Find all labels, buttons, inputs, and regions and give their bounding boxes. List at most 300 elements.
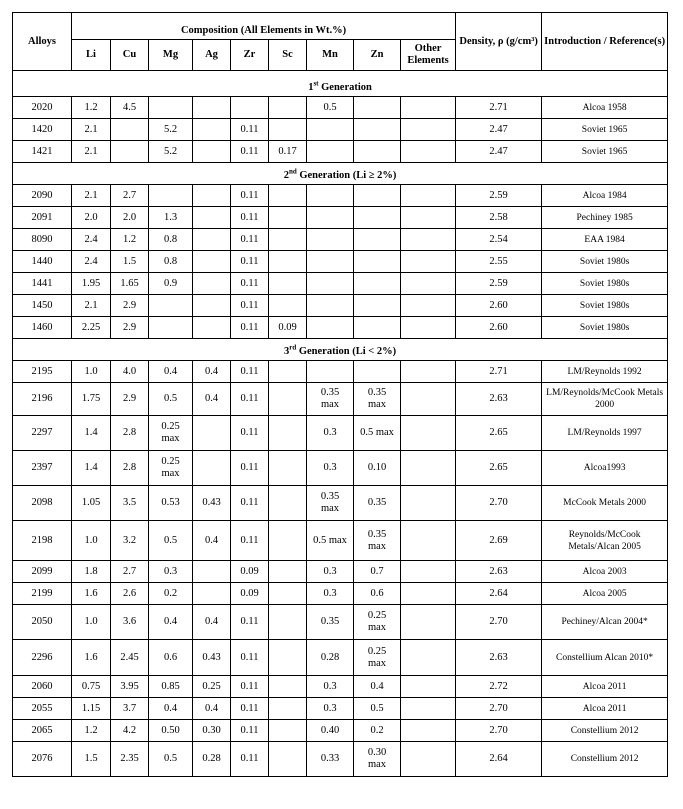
composition-cell: 4.5	[111, 97, 149, 119]
composition-cell: 0.11	[231, 119, 269, 141]
composition-cell: 0.4	[193, 521, 231, 561]
composition-cell: 0.09	[231, 583, 269, 605]
composition-cell: 2.35	[111, 742, 149, 777]
alloy-cell: 8090	[13, 229, 72, 251]
alloy-cell: 2397	[13, 451, 72, 486]
composition-cell	[193, 185, 231, 207]
table-row	[13, 141, 668, 163]
alloy-cell: 2297	[13, 416, 72, 451]
composition-cell: 0.25 max	[354, 640, 401, 676]
table-header	[13, 13, 668, 71]
density-cell: 2.47	[456, 141, 542, 163]
table-row	[13, 383, 668, 416]
composition-cell: 0.09	[231, 561, 269, 583]
composition-cell	[401, 251, 456, 273]
composition-cell	[307, 185, 354, 207]
table-row	[13, 229, 668, 251]
element-header: Other Elements	[401, 40, 456, 71]
composition-cell	[401, 416, 456, 451]
composition-cell: 1.2	[111, 229, 149, 251]
composition-cell: 0.11	[231, 207, 269, 229]
table-row	[13, 317, 668, 339]
composition-cell: 1.2	[72, 720, 111, 742]
generation-title	[13, 71, 668, 97]
composition-cell: 2.8	[111, 451, 149, 486]
reference-cell: McCook Metals 2000	[542, 486, 668, 521]
composition-cell: 0.11	[231, 742, 269, 777]
composition-cell	[193, 416, 231, 451]
table-row	[13, 295, 668, 317]
table-row	[13, 742, 668, 777]
composition-cell: 0.43	[193, 486, 231, 521]
composition-cell	[307, 295, 354, 317]
composition-cell: 1.75	[72, 383, 111, 416]
reference-cell: Alcoa1993	[542, 451, 668, 486]
composition-cell: 1.3	[149, 207, 193, 229]
composition-cell: 0.4	[149, 605, 193, 640]
composition-cell: 1.6	[72, 640, 111, 676]
composition-cell: 0.35	[354, 486, 401, 521]
composition-cell: 0.40	[307, 720, 354, 742]
composition-cell: 1.0	[72, 521, 111, 561]
element-header: Li	[72, 40, 111, 71]
composition-cell	[401, 521, 456, 561]
reference-cell: Soviet 1965	[542, 141, 668, 163]
composition-cell: 0.35 max	[307, 486, 354, 521]
composition-cell	[307, 207, 354, 229]
composition-cell	[193, 251, 231, 273]
generation-label: Generation (Li ≥ 2%)	[296, 170, 397, 181]
composition-cell	[401, 486, 456, 521]
composition-cell: 2.9	[111, 317, 149, 339]
alloy-cell: 2296	[13, 640, 72, 676]
composition-cell	[401, 676, 456, 698]
composition-cell: 3.95	[111, 676, 149, 698]
composition-cell: 0.5	[354, 698, 401, 720]
composition-cell: 1.0	[72, 361, 111, 383]
element-header: Mn	[307, 40, 354, 71]
composition-cell	[307, 229, 354, 251]
composition-cell	[269, 486, 307, 521]
composition-cell	[193, 295, 231, 317]
reference-cell: Soviet 1980s	[542, 251, 668, 273]
composition-cell	[401, 361, 456, 383]
table-row	[13, 720, 668, 742]
composition-cell: 2.4	[72, 229, 111, 251]
generation-title	[13, 163, 668, 185]
reference-cell: Constellium Alcan 2010*	[542, 640, 668, 676]
table-row	[13, 273, 668, 295]
composition-cell: 0.30	[193, 720, 231, 742]
generation-row	[13, 339, 668, 361]
composition-cell: 2.9	[111, 295, 149, 317]
generation-ordinal: st	[313, 79, 319, 88]
composition-cell: 1.05	[72, 486, 111, 521]
alloys-header: Alloys	[13, 13, 72, 71]
reference-cell: Alcoa 2003	[542, 561, 668, 583]
alloy-cell: 1420	[13, 119, 72, 141]
table-row	[13, 207, 668, 229]
composition-cell	[354, 141, 401, 163]
composition-cell: 0.35 max	[354, 383, 401, 416]
composition-cell: 0.5	[149, 521, 193, 561]
composition-cell	[193, 451, 231, 486]
composition-cell: 0.11	[231, 416, 269, 451]
composition-cell	[269, 583, 307, 605]
composition-cell	[269, 273, 307, 295]
composition-cell	[307, 273, 354, 295]
composition-cell: 0.11	[231, 317, 269, 339]
composition-cell	[307, 317, 354, 339]
reference-cell: Soviet 1980s	[542, 317, 668, 339]
element-header: Cu	[111, 40, 149, 71]
composition-cell: 0.11	[231, 720, 269, 742]
composition-cell: 2.1	[72, 295, 111, 317]
composition-cell	[269, 295, 307, 317]
alloy-cell: 2090	[13, 185, 72, 207]
alloy-cell: 2196	[13, 383, 72, 416]
density-cell: 2.59	[456, 185, 542, 207]
element-header: Ag	[193, 40, 231, 71]
generation-title	[13, 339, 668, 361]
composition-cell: 0.30 max	[354, 742, 401, 777]
composition-cell: 2.7	[111, 185, 149, 207]
composition-cell: 0.53	[149, 486, 193, 521]
reference-cell: Soviet 1965	[542, 119, 668, 141]
composition-cell: 1.8	[72, 561, 111, 583]
generation-row	[13, 163, 668, 185]
alloy-cell: 1450	[13, 295, 72, 317]
composition-cell	[401, 295, 456, 317]
composition-cell	[401, 605, 456, 640]
composition-cell	[193, 317, 231, 339]
composition-header: Composition (All Elements in Wt.%)	[72, 13, 456, 40]
composition-cell	[401, 273, 456, 295]
element-header: Zn	[354, 40, 401, 71]
composition-cell: 0.11	[231, 676, 269, 698]
composition-cell	[269, 742, 307, 777]
composition-cell: 0.11	[231, 451, 269, 486]
composition-cell: 0.25 max	[149, 451, 193, 486]
density-cell: 2.70	[456, 698, 542, 720]
composition-cell: 0.43	[193, 640, 231, 676]
composition-cell: 1.5	[72, 742, 111, 777]
density-cell: 2.70	[456, 486, 542, 521]
composition-cell: 4.0	[111, 361, 149, 383]
composition-cell: 2.0	[72, 207, 111, 229]
composition-cell	[354, 361, 401, 383]
density-cell: 2.71	[456, 97, 542, 119]
composition-cell	[269, 416, 307, 451]
composition-cell	[269, 207, 307, 229]
composition-cell	[401, 119, 456, 141]
composition-cell	[401, 141, 456, 163]
composition-cell: 0.35 max	[307, 383, 354, 416]
reference-cell: Alcoa 2011	[542, 698, 668, 720]
composition-cell	[354, 317, 401, 339]
generation-ordinal: nd	[288, 167, 297, 176]
composition-cell	[307, 361, 354, 383]
composition-cell	[401, 317, 456, 339]
composition-cell: 0.11	[231, 295, 269, 317]
composition-cell: 4.2	[111, 720, 149, 742]
table-row	[13, 561, 668, 583]
composition-cell: 0.6	[354, 583, 401, 605]
table-row	[13, 640, 668, 676]
composition-cell	[149, 185, 193, 207]
composition-cell	[354, 295, 401, 317]
composition-cell	[111, 141, 149, 163]
composition-cell: 0.5	[149, 383, 193, 416]
reference-cell: Pechiney/Alcan 2004*	[542, 605, 668, 640]
density-cell: 2.72	[456, 676, 542, 698]
element-header: Zr	[231, 40, 269, 71]
composition-cell: 0.3	[307, 561, 354, 583]
composition-cell	[401, 720, 456, 742]
composition-cell: 2.8	[111, 416, 149, 451]
density-cell: 2.69	[456, 521, 542, 561]
composition-cell: 2.7	[111, 561, 149, 583]
table-row	[13, 605, 668, 640]
composition-cell	[401, 97, 456, 119]
generation-number: 2	[283, 170, 289, 181]
composition-cell	[307, 251, 354, 273]
composition-cell	[193, 561, 231, 583]
composition-cell: 3.2	[111, 521, 149, 561]
composition-cell: 0.11	[231, 698, 269, 720]
composition-cell	[269, 229, 307, 251]
density-cell: 2.64	[456, 583, 542, 605]
composition-cell: 0.4	[354, 676, 401, 698]
composition-cell: 1.0	[72, 605, 111, 640]
composition-cell	[149, 97, 193, 119]
density-cell: 2.71	[456, 361, 542, 383]
composition-cell: 1.2	[72, 97, 111, 119]
reference-cell: LM/Reynolds 1997	[542, 416, 668, 451]
composition-cell	[193, 207, 231, 229]
reference-cell: Constellium 2012	[542, 742, 668, 777]
composition-cell: 0.35	[307, 605, 354, 640]
density-cell: 2.58	[456, 207, 542, 229]
composition-cell: 1.5	[111, 251, 149, 273]
composition-cell: 0.28	[193, 742, 231, 777]
element-header: Mg	[149, 40, 193, 71]
composition-cell: 5.2	[149, 119, 193, 141]
alloy-cell: 1440	[13, 251, 72, 273]
composition-cell	[269, 361, 307, 383]
density-cell: 2.59	[456, 273, 542, 295]
composition-cell	[354, 119, 401, 141]
composition-cell: 1.6	[72, 583, 111, 605]
alloy-cell: 2195	[13, 361, 72, 383]
composition-cell: 0.3	[149, 561, 193, 583]
composition-cell: 0.25 max	[149, 416, 193, 451]
composition-cell	[354, 207, 401, 229]
composition-cell: 0.11	[231, 383, 269, 416]
composition-cell: 0.5	[307, 97, 354, 119]
generation-ordinal: rd	[289, 343, 297, 352]
composition-cell: 0.3	[307, 698, 354, 720]
composition-cell: 0.8	[149, 251, 193, 273]
generation-number: 1	[308, 82, 314, 93]
density-label: Density, ρ (g/cm³)	[459, 35, 538, 47]
composition-cell	[149, 295, 193, 317]
composition-cell	[307, 141, 354, 163]
composition-cell: 1.65	[111, 273, 149, 295]
composition-cell: 0.2	[354, 720, 401, 742]
composition-cell	[269, 97, 307, 119]
composition-cell: 0.35 max	[354, 521, 401, 561]
density-cell: 2.54	[456, 229, 542, 251]
generation-label: Generation	[318, 82, 372, 93]
composition-cell	[401, 207, 456, 229]
composition-cell: 1.4	[72, 451, 111, 486]
composition-cell	[193, 583, 231, 605]
alloy-cell: 2050	[13, 605, 72, 640]
density-cell: 2.55	[456, 251, 542, 273]
table-row	[13, 251, 668, 273]
reference-cell: EAA 1984	[542, 229, 668, 251]
composition-cell: 0.75	[72, 676, 111, 698]
composition-cell	[354, 251, 401, 273]
composition-cell	[193, 273, 231, 295]
density-cell: 2.60	[456, 317, 542, 339]
composition-cell	[269, 185, 307, 207]
composition-cell: 2.9	[111, 383, 149, 416]
composition-cell: 0.10	[354, 451, 401, 486]
composition-cell: 0.11	[231, 486, 269, 521]
composition-cell	[149, 317, 193, 339]
reference-cell: LM/Reynolds 1992	[542, 361, 668, 383]
composition-cell	[111, 119, 149, 141]
composition-cell: 0.85	[149, 676, 193, 698]
composition-cell: 0.4	[193, 383, 231, 416]
composition-cell: 0.5 max	[307, 521, 354, 561]
composition-cell	[354, 97, 401, 119]
table-row	[13, 361, 668, 383]
composition-cell: 5.2	[149, 141, 193, 163]
composition-cell: 0.11	[231, 251, 269, 273]
reference-cell: Pechiney 1985	[542, 207, 668, 229]
reference-cell: Alcoa 1984	[542, 185, 668, 207]
composition-cell: 0.5	[149, 742, 193, 777]
composition-cell: 0.11	[231, 605, 269, 640]
composition-cell: 0.5 max	[354, 416, 401, 451]
reference-cell: Alcoa 2011	[542, 676, 668, 698]
composition-cell	[269, 640, 307, 676]
composition-cell	[193, 119, 231, 141]
composition-cell: 0.11	[231, 640, 269, 676]
alloy-cell: 2020	[13, 97, 72, 119]
composition-cell: 0.33	[307, 742, 354, 777]
alloy-cell: 2099	[13, 561, 72, 583]
alloy-cell: 2098	[13, 486, 72, 521]
composition-cell: 0.3	[307, 451, 354, 486]
density-cell: 2.70	[456, 720, 542, 742]
composition-cell	[401, 185, 456, 207]
composition-cell	[269, 521, 307, 561]
composition-cell: 2.25	[72, 317, 111, 339]
composition-cell: 0.4	[149, 698, 193, 720]
composition-cell: 0.09	[269, 317, 307, 339]
composition-cell: 0.3	[307, 416, 354, 451]
composition-cell	[401, 229, 456, 251]
composition-cell: 0.3	[307, 583, 354, 605]
density-cell: 2.60	[456, 295, 542, 317]
composition-cell: 0.25	[193, 676, 231, 698]
composition-cell: 1.95	[72, 273, 111, 295]
composition-cell	[269, 561, 307, 583]
composition-cell	[193, 229, 231, 251]
generation-row	[13, 71, 668, 97]
reference-cell: Constellium 2012	[542, 720, 668, 742]
density-cell: 2.47	[456, 119, 542, 141]
composition-cell: 2.1	[72, 141, 111, 163]
composition-cell	[269, 251, 307, 273]
density-cell: 2.64	[456, 742, 542, 777]
generation-number: 3	[283, 346, 290, 357]
composition-cell: 0.4	[193, 698, 231, 720]
composition-cell: 3.5	[111, 486, 149, 521]
reference-cell: LM/Reynolds/McCook Metals 2000	[542, 383, 668, 416]
table-row	[13, 676, 668, 698]
density-cell: 2.70	[456, 605, 542, 640]
composition-cell: 0.6	[149, 640, 193, 676]
density-cell: 2.65	[456, 416, 542, 451]
composition-cell	[269, 383, 307, 416]
reference-cell: Alcoa 2005	[542, 583, 668, 605]
composition-cell: 0.11	[231, 273, 269, 295]
composition-cell	[269, 676, 307, 698]
alloy-composition-table	[12, 12, 668, 777]
density-cell: 2.63	[456, 640, 542, 676]
composition-cell: 0.4	[149, 361, 193, 383]
composition-cell	[401, 742, 456, 777]
table-row	[13, 451, 668, 486]
composition-cell: 2.1	[72, 119, 111, 141]
density-header	[456, 13, 542, 71]
composition-cell: 0.2	[149, 583, 193, 605]
composition-cell	[193, 97, 231, 119]
table-row	[13, 119, 668, 141]
composition-cell	[193, 141, 231, 163]
composition-cell: 0.25 max	[354, 605, 401, 640]
composition-cell: 3.7	[111, 698, 149, 720]
table-row	[13, 97, 668, 119]
composition-cell: 0.3	[307, 676, 354, 698]
composition-cell	[401, 698, 456, 720]
composition-cell	[354, 185, 401, 207]
composition-cell: 0.4	[193, 605, 231, 640]
composition-cell	[269, 451, 307, 486]
composition-cell	[269, 698, 307, 720]
table-row	[13, 698, 668, 720]
composition-cell: 2.6	[111, 583, 149, 605]
composition-cell: 1.15	[72, 698, 111, 720]
introduction-header: Introduction / Reference(s)	[542, 13, 668, 71]
composition-cell	[269, 605, 307, 640]
composition-cell: 0.17	[269, 141, 307, 163]
element-header: Sc	[269, 40, 307, 71]
composition-cell	[269, 119, 307, 141]
alloy-cell: 2091	[13, 207, 72, 229]
composition-cell	[354, 273, 401, 295]
composition-cell: 3.6	[111, 605, 149, 640]
composition-cell: 0.11	[231, 141, 269, 163]
reference-cell: Soviet 1980s	[542, 273, 668, 295]
reference-cell: Alcoa 1958	[542, 97, 668, 119]
density-cell: 2.65	[456, 451, 542, 486]
